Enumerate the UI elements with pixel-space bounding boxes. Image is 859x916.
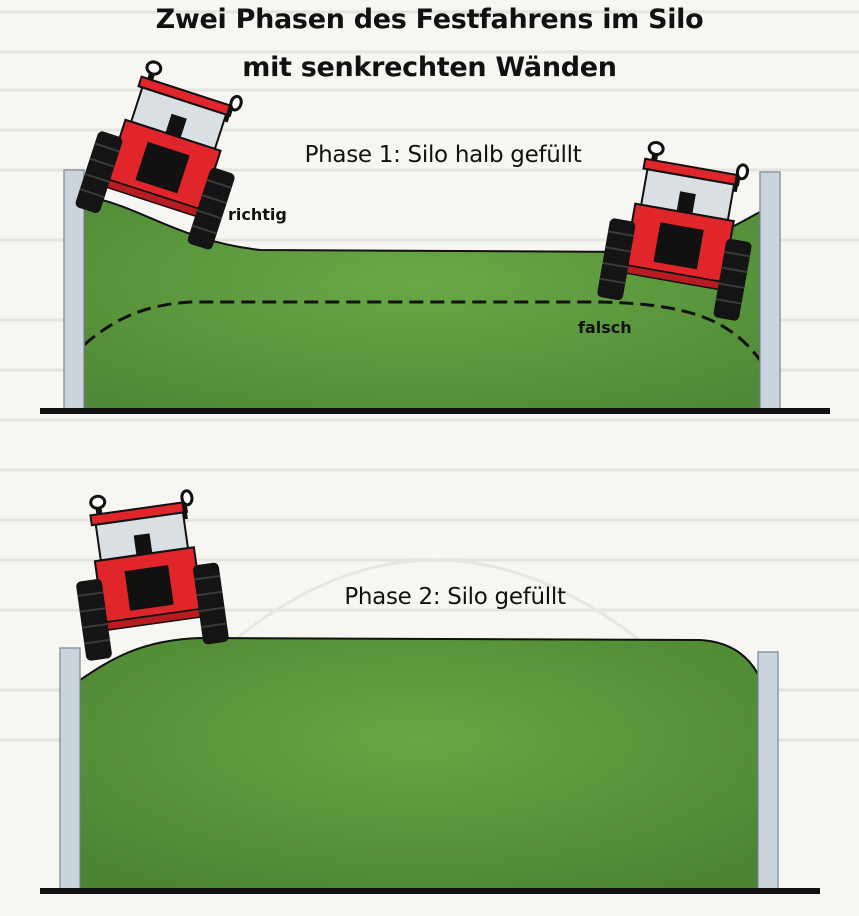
wrong-annotation: falsch: [578, 318, 632, 337]
phase2-label: Phase 2: Silo gefüllt: [344, 584, 566, 610]
phase1-right-wall: [760, 172, 780, 412]
diagram-title-line-1: Zwei Phasen des Festfahrens im Silo: [155, 4, 704, 35]
phase2-ground-line: [40, 888, 820, 894]
phase2-tractor: [64, 481, 229, 661]
phase1-ground-line: [40, 408, 830, 414]
phase2-left-wall: [60, 648, 80, 890]
phase1-label: Phase 1: Silo halb gefüllt: [304, 142, 582, 168]
diagram-title-line-2: mit senkrechten Wänden: [242, 52, 617, 83]
phase2-silo: [40, 638, 820, 894]
correct-annotation: richtig: [228, 205, 287, 224]
phase2-right-wall: [758, 652, 778, 890]
phase2-silage-mound: [80, 638, 758, 890]
